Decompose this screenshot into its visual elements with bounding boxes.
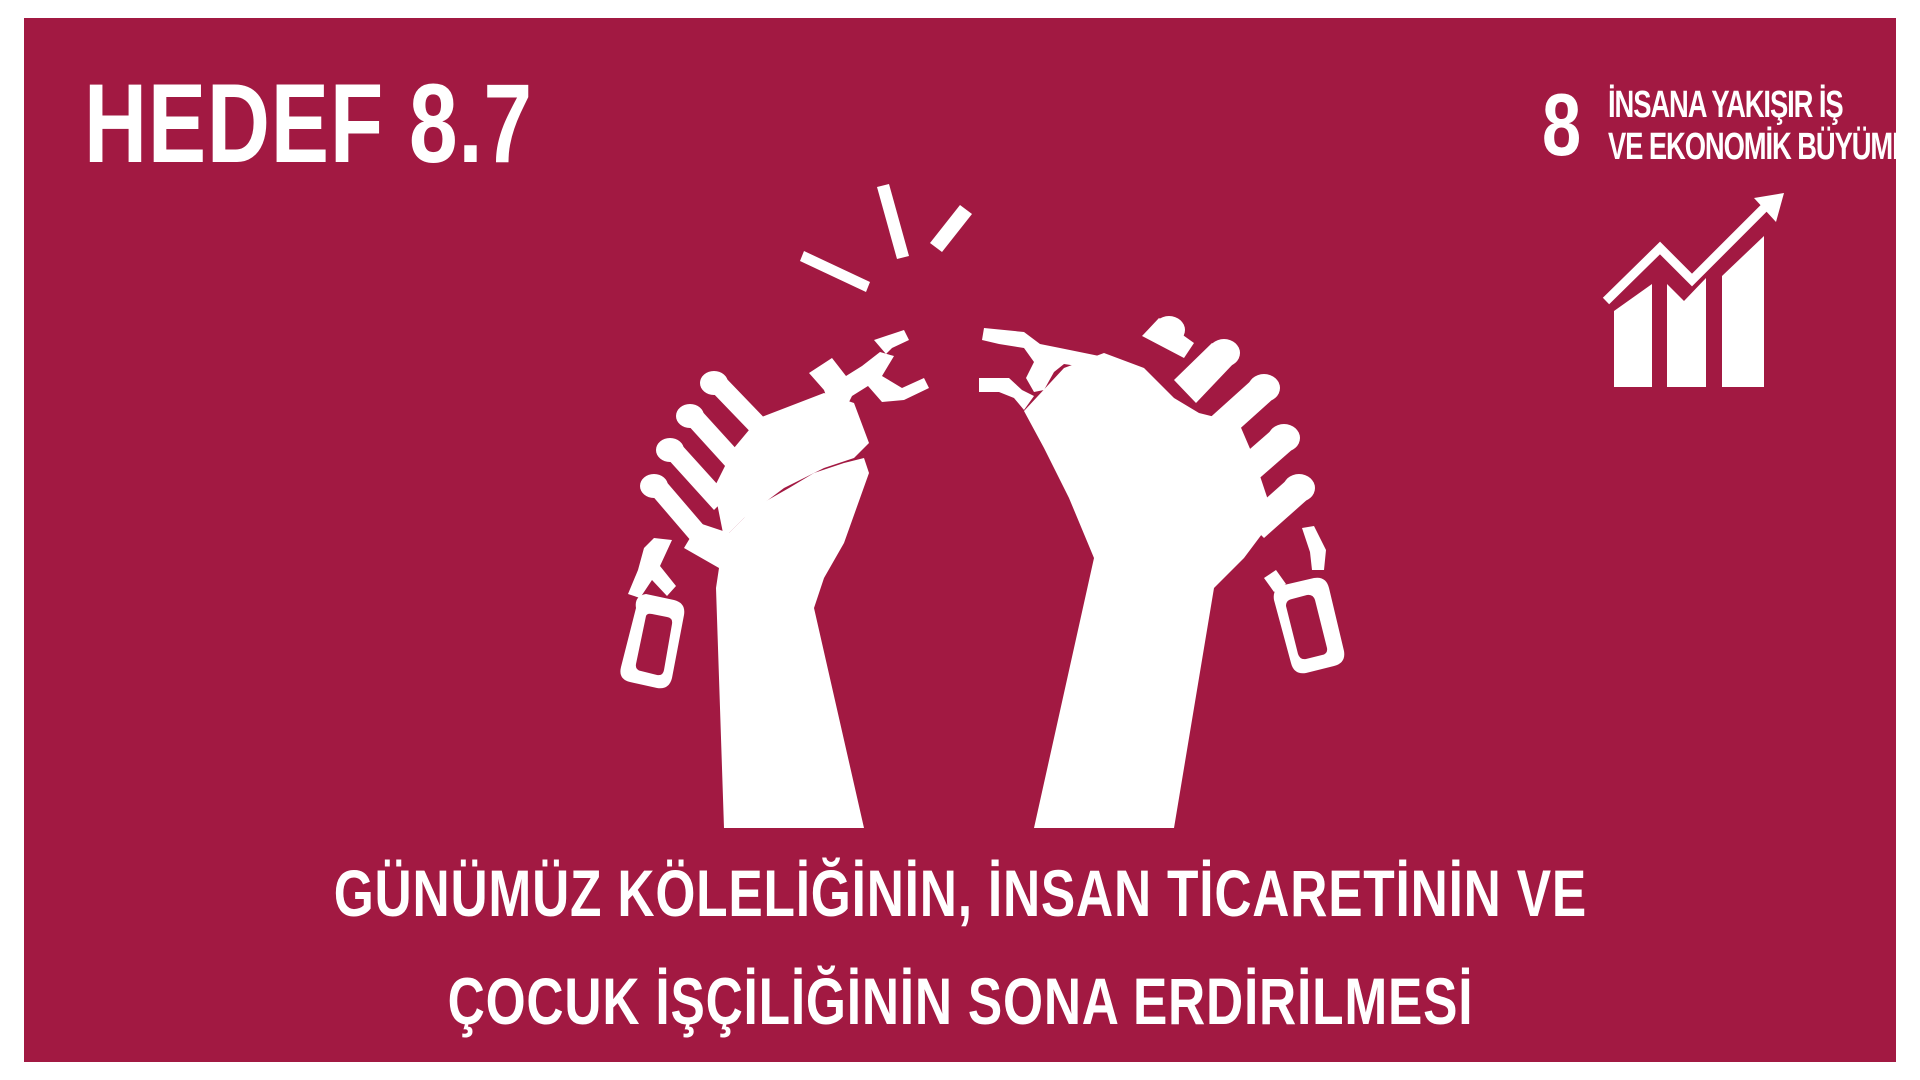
goal-number: 8 (1542, 75, 1582, 174)
caption-line1 (24, 856, 1896, 930)
target-card (24, 18, 1910, 1062)
goal-name-line2: VE EKONOMİK BÜYÜME (1608, 126, 1910, 168)
goal-name-line1: İNSANA YAKIŞIR İŞ (1608, 84, 1843, 126)
caption-line2 (24, 964, 1896, 1038)
target-title: HEDEF 8.7 (84, 61, 533, 186)
caption-line2-text: ÇOCUK İŞÇİLİĞİNİN SONA ERDİRİLMESİ (447, 964, 1473, 1038)
caption-line1-text: GÜNÜMÜZ KÖLELİĞİNİN, İNSAN TİCARETİNİN VE (333, 856, 1587, 930)
